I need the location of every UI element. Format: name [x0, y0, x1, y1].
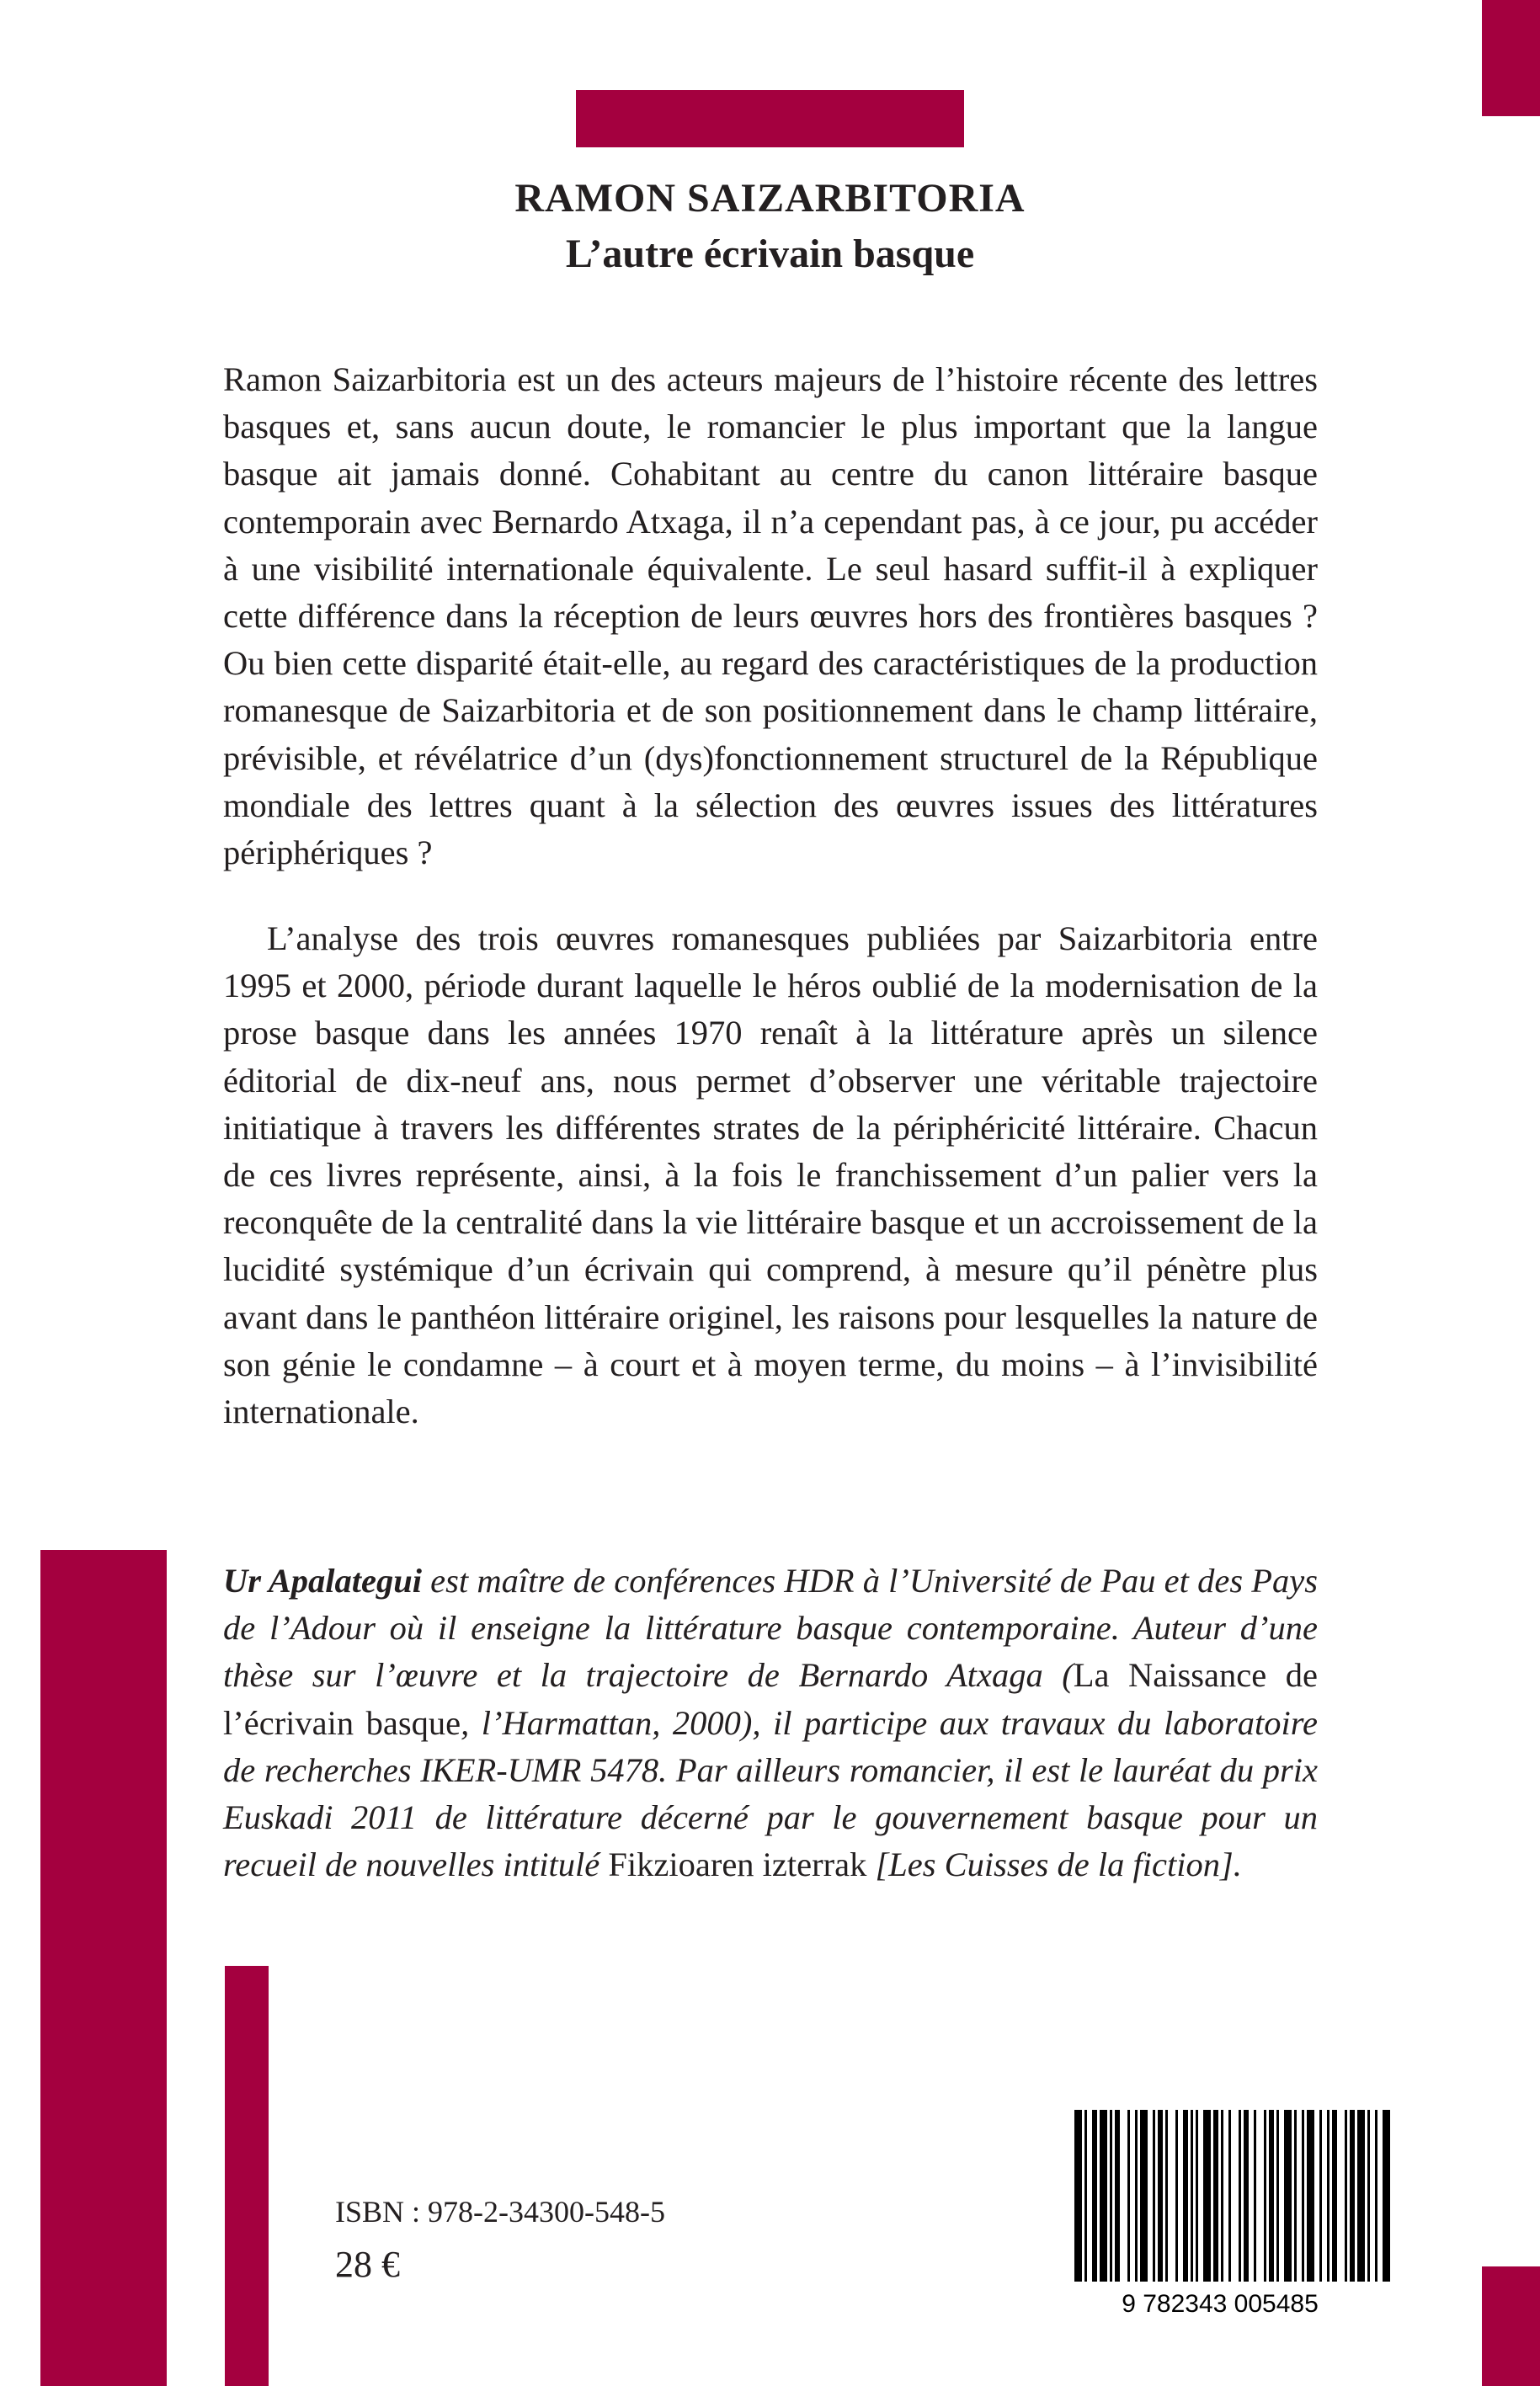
bio-book-title-2: Fikzioaren izterrak [608, 1845, 867, 1884]
barcode-bar [1345, 2110, 1347, 2282]
barcode-bar [1367, 2110, 1370, 2282]
bio-text-2: , l’Harmattan, 2000), il participe aux travaux du laboratoire de recherches IKER-UMR 5478. Par ailleurs romancier, il est le lauréat du prix Euskadi 2011 de littérature décerné par le gouvernement basque pour un recueil de nouvelles intitulé [223, 1703, 1319, 1884]
barcode-bar [1332, 2110, 1337, 2282]
barcode-bar [1302, 2110, 1304, 2282]
barcode-bar [1319, 2110, 1322, 2282]
barcode-bar [1254, 2110, 1256, 2282]
barcode-bar [1307, 2110, 1314, 2282]
barcode-bar [1140, 2110, 1148, 2282]
summary-paragraph-1: Ramon Saizarbitoria est un des acteurs majeurs de l’histoire récente des lettres basques et, sans aucun doute, le romancier le plus important que la langue basque ait jamais donné. Cohabitant au centre du canon littéraire basque contemporain avec Bernardo Atxaga, il n’a cependant pas, à ce jour, pu accéder à une visibilité internationale équivalente. Le seul hasard suffit-il à expliquer cette différence dans la réception de leurs œuvres hors des frontières basques ? Ou bien cette disparité était-elle, au regard des caractéristiques de la production romanesque de Saizarbitoria et de son positionnement dans le champ littéraire, prévisible, et révélatrice d’un (dys)fonctionnement structurel de la République mondiale des lettres quant à la sélection des œuvres issues des littératures périphériques ? [223, 360, 1318, 872]
accent-bar-left [40, 1550, 167, 2386]
barcode [1042, 2106, 1398, 2319]
book-subtitle: L’autre écrivain basque [565, 232, 975, 276]
barcode-bar [1327, 2110, 1330, 2282]
barcode-bar [1135, 2110, 1138, 2282]
barcode-bar [1074, 2110, 1082, 2282]
barcode-bar [1350, 2110, 1355, 2282]
barcode-bar [1383, 2110, 1390, 2282]
barcode-number: 9 782343 005485 [1122, 2290, 1319, 2318]
accent-bar-top-right [1482, 0, 1540, 116]
book-title: RAMON SAIZARBITORIA [514, 176, 1026, 221]
barcode-bar [1221, 2110, 1223, 2282]
barcode-bar [1165, 2110, 1168, 2282]
barcode-bar [1100, 2110, 1107, 2282]
bio-book-title-1: La Naissance de l’écrivain basque [223, 1656, 1318, 1742]
barcode-bar [1092, 2110, 1097, 2282]
barcode-bar [1269, 2110, 1274, 2282]
barcode-bar [1375, 2110, 1377, 2282]
bio-text-3: [Les Cuisses de la fiction]. [866, 1845, 1242, 1884]
author-name: Ur Apalategui [223, 1562, 422, 1600]
accent-bar-left-small [225, 1966, 269, 2386]
barcode-bar [1158, 2110, 1163, 2282]
barcode-bar [1228, 2110, 1231, 2282]
barcode-bar [1264, 2110, 1266, 2282]
summary-paragraph-2: L’analyse des trois œuvres romanesques publiées par Saizarbitoria entre 1995 et 2000, période durant laquelle le héros oublié de la modernisation de la prose basque dans les années 1970 renaît à la littérature après un silence éditorial de dix-neuf ans, nous permet d’observer une véritable trajectoire initiatique à travers les différentes strates de la périphéricité littéraire. Chacun de ces livres représente, ainsi, à la fois le franchissement d’un palier vers la reconquête de la centralité dans la vie littéraire basque et un accroissement de la lucidité systémique d’un écrivain qui comprend, à mesure qu’il pénètre plus avant dans le panthéon littéraire originel, les raisons pour lesquelles la nature de son génie le condamne – à court et à moyen terme, du moins – à l’invisibilité internationale. [223, 919, 1318, 1431]
isbn-label: ISBN : 978-2-34300-548-5 [335, 2195, 665, 2229]
barcode-bar [1183, 2110, 1188, 2282]
barcode-bar [1153, 2110, 1155, 2282]
barcode-bar [1239, 2110, 1241, 2282]
author-bio [223, 1558, 1318, 1888]
barcode-bar [1213, 2110, 1218, 2282]
barcode-bars [1074, 2110, 1390, 2282]
accent-bar-bottom-right [1482, 2266, 1540, 2386]
bio-text-1: est maître de conférences HDR à l’Université de Pau et des Pays de l’Adour où il enseigne la littérature basque contemporaine. Auteur d’une thèse sur l’œuvre et la trajectoire de Bernardo Atxaga ( [223, 1562, 1319, 1695]
barcode-bar [1110, 2110, 1112, 2282]
price-label: 28 € [335, 2244, 400, 2285]
barcode-bar [1294, 2110, 1297, 2282]
barcode-bar [1284, 2110, 1292, 2282]
barcode-bar [1203, 2110, 1211, 2282]
barcode-bar [1175, 2110, 1178, 2282]
accent-bar-top [576, 90, 964, 147]
barcode-bar [1357, 2110, 1365, 2282]
barcode-bar [1244, 2110, 1249, 2282]
barcode-bar [1196, 2110, 1198, 2282]
barcode-bar [1127, 2110, 1130, 2282]
barcode-bar [1084, 2110, 1087, 2282]
barcode-bar [1191, 2110, 1193, 2282]
barcode-bar [1115, 2110, 1120, 2282]
barcode-bar [1276, 2110, 1279, 2282]
